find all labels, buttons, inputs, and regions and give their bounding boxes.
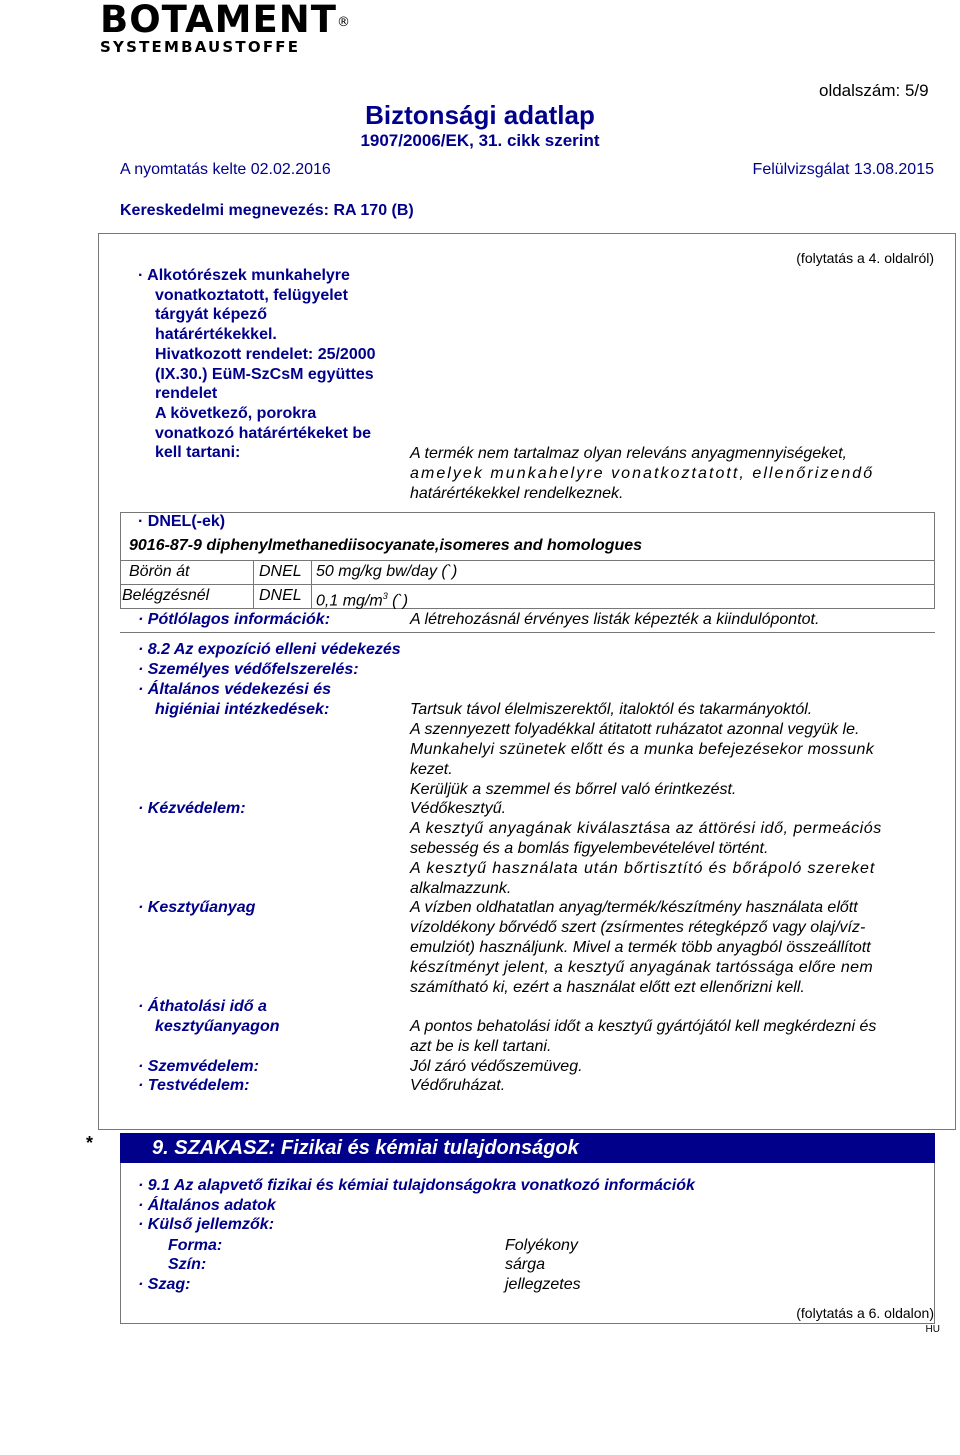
glove-line: készítményt jelent, a kesztyű anyagának tartóssága előre nem — [410, 959, 874, 976]
penetration-label: · Áthatolási idő a — [138, 998, 267, 1015]
limits-text-line: határértékekkel rendelkeznek. — [410, 485, 624, 502]
dnel-label: · DNEL(-ek) — [138, 513, 226, 530]
dnel-type: DNEL — [259, 587, 302, 604]
dnel-substance: 9016-87-9 diphenylmethanediisocyanate,isomeres and homologues — [129, 537, 643, 554]
limits-label-line: kell tartani: — [155, 444, 241, 462]
ppe-heading: · Személyes védőfelszerelés: — [138, 661, 359, 678]
hand-line: A kesztyű anyagának kiválasztása az áttörési idő, permeációs — [410, 820, 882, 837]
section9-heading-bar — [120, 1133, 935, 1163]
hygiene-line: A szennyezett folyadékkal átitatott ruházatot azonnal vegyük le. — [410, 721, 860, 738]
hygiene-line: kezet. — [410, 761, 453, 778]
hand-protection-label: · Kézvédelem: — [138, 800, 246, 817]
hygiene-line: Kerüljük a szemmel és bőrrel való érintkezést. — [410, 781, 737, 798]
general-data: · Általános adatok — [138, 1197, 276, 1214]
document-subtitle: 1907/2006/EK, 31. cikk szerint — [360, 131, 600, 150]
glove-line: emulziót) használjunk. Mivel a termék több anyagból összeállított — [410, 939, 871, 956]
footer-rule — [120, 1323, 935, 1324]
penetration-line: azt be is kell tartani. — [410, 1038, 552, 1055]
dnel-route: Börön át — [129, 563, 190, 580]
limits-label-line: vonatkoztatott, felügyelet — [155, 286, 348, 304]
section9-subheading: · 9.1 Az alapvető fizikai és kémiai tulajdonságokra vonatkozó információk — [138, 1177, 695, 1194]
dnel-table-col — [311, 560, 312, 608]
hygiene-label: higiéniai intézkedések: — [155, 701, 330, 718]
limits-text-line: A termék nem tartalmaz olyan releváns anyagmennyiségeket, — [410, 445, 847, 462]
hand-line: alkalmazzunk. — [410, 880, 512, 897]
brand-name: BOTAMENT — [100, 0, 337, 41]
content-left-rule — [98, 233, 99, 1129]
form-label: Forma: — [168, 1237, 223, 1254]
dnel-value: 0,1 $mg/m^3$ (`) — [316, 591, 409, 610]
limits-label-line: (IX.30.) EüM-SzCsM együttes — [155, 365, 374, 383]
section9-left-rule — [120, 1163, 121, 1323]
color-label: Szín: — [168, 1256, 207, 1273]
glove-line: A vízben oldhatatlan anyag/termék/készítmény használata előtt — [410, 899, 858, 916]
eye-protection-text: Jól záró védőszemüveg. — [410, 1058, 583, 1075]
penetration-text — [410, 1017, 940, 1057]
additional-info-text: A létrehozásnál érvényes listák képezték a kiindulópontot. — [410, 611, 820, 628]
revision-date: Felülvizsgálat 13.08.2015 — [752, 161, 934, 178]
glove-material-label: · Kesztyűanyag — [138, 899, 256, 916]
body-protection-text: Védőruházat. — [410, 1077, 506, 1094]
hygiene-label: · Általános védekezési és — [138, 681, 331, 698]
glove-line: számítható ki, ezért a használat előtt ezt ellenőrizni kell. — [410, 979, 805, 996]
brand-logo — [100, 0, 351, 40]
limits-label-line: határértékekkel. — [155, 326, 277, 344]
print-date: A nyomtatás kelte 02.02.2016 — [120, 161, 331, 178]
eye-protection-label: · Szemvédelem: — [138, 1058, 259, 1075]
penetration-line: A pontos behatolási időt a kesztyű gyártójától kell megkérdezni és — [410, 1018, 877, 1035]
hygiene-text — [410, 700, 934, 800]
limits-text-line: amelyek munkahelyre vonatkoztatott, ellenőrizendő — [410, 465, 875, 482]
content-right-rule — [955, 233, 956, 1129]
limits-label-line: · Alkotórészek munkahelyre — [138, 267, 350, 284]
continued-on: (folytatás a 6. oldalon) — [796, 1305, 934, 1321]
registered-mark: ® — [336, 15, 351, 30]
color-value: sárga — [505, 1256, 546, 1273]
hygiene-line: Tartsuk távol élelmiszerektől, italoktól és takarmányoktól. — [410, 701, 813, 718]
document-title: Biztonsági adatlap — [365, 100, 595, 130]
form-value: Folyékony — [505, 1237, 578, 1254]
content-bottom-rule — [98, 1129, 956, 1130]
section9-heading: 9. SZAKASZ: Fizikai és kémiai tulajdonságok — [152, 1137, 579, 1159]
additional-info-label: · Pótlólagos információk: — [138, 611, 331, 628]
section9-right-rule — [934, 1163, 935, 1323]
dnel-type: DNEL — [259, 563, 302, 580]
dnel-table-rule — [120, 584, 935, 585]
dnel-route: Belégzésnél — [122, 587, 210, 604]
dnel-table-rule — [120, 560, 935, 561]
hand-protection-text — [410, 799, 934, 899]
penetration-label: kesztyűanyagon — [155, 1018, 280, 1035]
odour-label: · Szag: — [138, 1276, 191, 1293]
language-code: HU — [925, 1324, 940, 1335]
page-number: oldalszám: 5/9 — [819, 81, 929, 100]
odour-value: jellegzetes — [505, 1276, 581, 1293]
change-marker: * — [86, 1133, 94, 1153]
glove-line: vízoldékony bőrvédő szert (zsírmentes rétegképző vagy olaj/víz- — [410, 919, 866, 936]
exposure-heading: · 8.2 Az expozíció elleni védekezés — [138, 641, 401, 658]
dnel-box-top — [120, 512, 935, 513]
hand-line: sebesség és a bomlás figyelembevételével történt. — [410, 840, 769, 857]
brand-subtitle: SYSTEMBAUSTOFFE — [100, 38, 301, 56]
limits-label-line: tárgyát képező — [155, 306, 268, 324]
dnel-value: 50 mg/kg bw/day (`) — [316, 563, 458, 580]
content-top-rule — [98, 233, 956, 234]
dnel-table-rule — [120, 608, 935, 609]
additional-rule — [120, 632, 935, 633]
trade-name: Kereskedelmi megnevezés: RA 170 (B) — [120, 202, 414, 219]
limits-label-line: Hivatkozott rendelet: 25/2000 — [155, 345, 376, 363]
glove-material-text — [410, 898, 940, 998]
body-protection-label: · Testvédelem: — [138, 1077, 250, 1094]
limits-label-line: rendelet — [155, 385, 218, 403]
dnel-table-col — [253, 560, 254, 608]
continued-from: (folytatás a 4. oldalról) — [796, 250, 934, 266]
limits-label-line: vonatkozó határértékeket be — [155, 424, 372, 442]
hand-line: A kesztyű használata után bőrtisztító és bőrápoló szereket — [410, 860, 876, 877]
appearance-label: · Külső jellemzők: — [138, 1216, 275, 1233]
limits-text — [410, 444, 934, 504]
limits-label-line: A következő, porokra — [155, 404, 317, 422]
hand-line: Védőkesztyű. — [410, 800, 507, 817]
limits-label — [138, 266, 408, 463]
hygiene-line: Munkahelyi szünetek előtt és a munka befejezésekor mossunk — [410, 741, 875, 758]
